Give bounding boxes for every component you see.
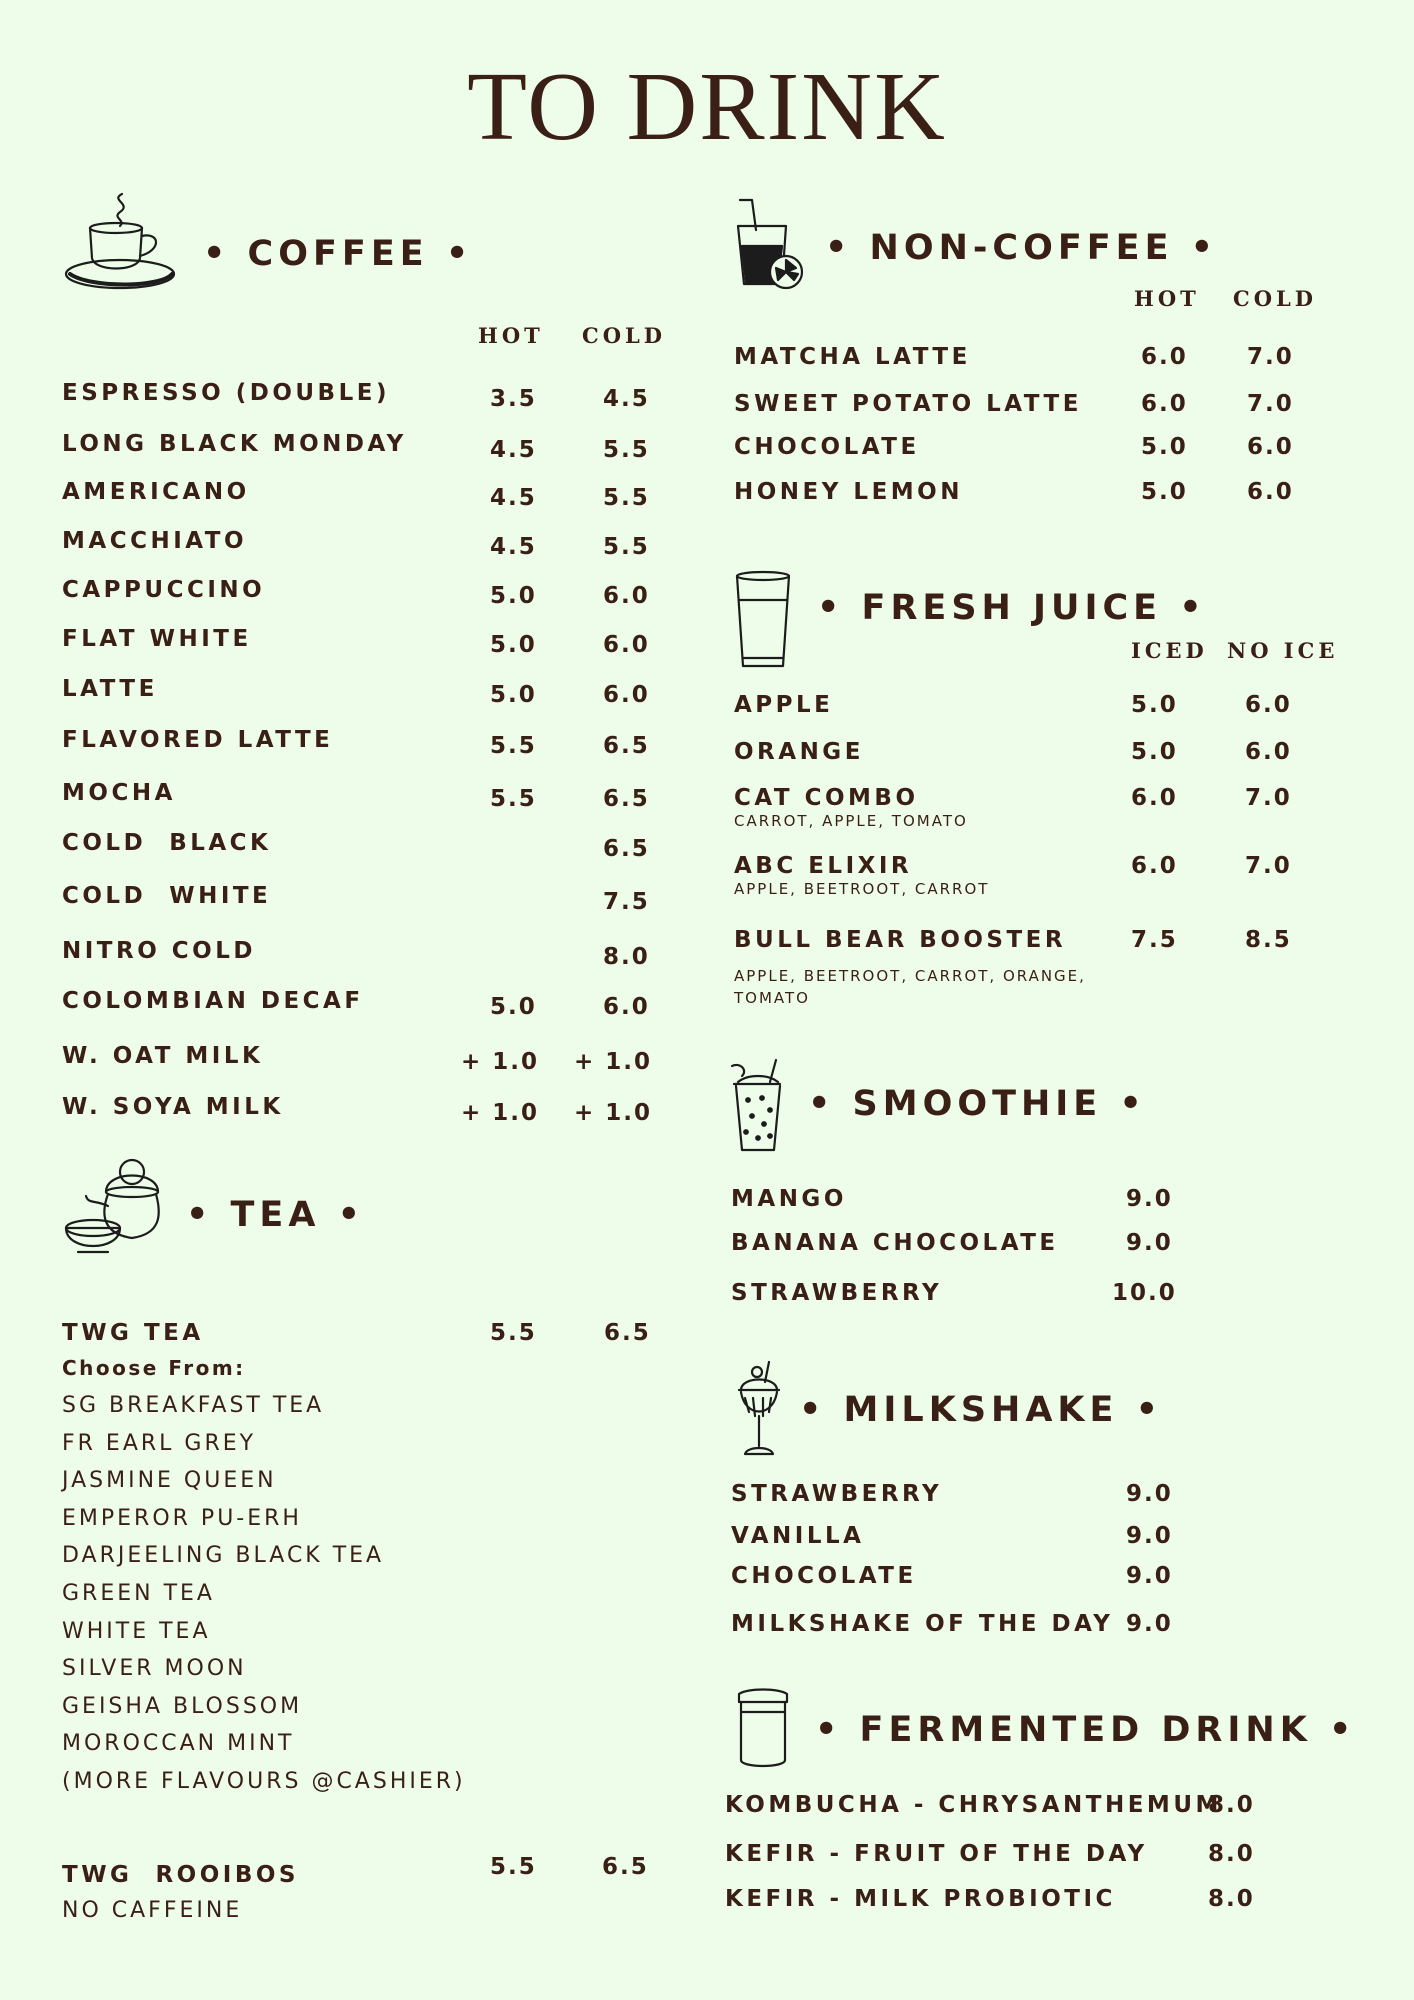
coffee-item-hot-price: 4.5 [490,485,537,511]
juice-item-iced-price: 5.0 [1131,739,1178,765]
coffee-item-name: NITRO COLD [62,938,256,964]
fermented-section-title: • FERMENTED DRINK • [815,1710,1357,1750]
coffee-item-hot-price: 5.5 [490,786,537,812]
coffee-item-cold-price: 6.5 [603,733,650,759]
coffee-item-name: AMERICANO [62,479,250,505]
milkshake-item-price: 9.0 [1126,1563,1173,1589]
juice-col-no-ice: NO ICE [1227,638,1339,663]
coffee-item-name: FLAVORED LATTE [62,727,334,753]
fermented-item-price: 8.0 [1208,1841,1255,1867]
smoothie-item-price: 10.0 [1112,1280,1177,1306]
non-coffee-item-hot-price: 5.0 [1141,479,1188,505]
juice-item-no-ice-price: 7.0 [1245,853,1292,879]
milkshake-section-title: • MILKSHAKE • [799,1390,1164,1430]
coffee-item-name: MOCHA [62,780,176,806]
rooibos-hot-price: 5.5 [490,1854,537,1880]
coffee-item-cold-price: 8.0 [603,944,650,970]
tea-flavour-item: (MORE FLAVOURS @CASHIER) [62,1769,466,1794]
tea-flavour-item: GEISHA BLOSSOM [62,1693,303,1719]
non-coffee-item-hot-price: 5.0 [1141,434,1188,460]
milkshake-item-name: VANILLA [731,1523,865,1549]
tea-choose-from-label: Choose From: [62,1356,246,1380]
tea-flavour-item: DARJEELING BLACK TEA [62,1543,385,1569]
rooibos-name: TWG ROOIBOS [62,1862,299,1888]
juice-item-ingredients: APPLE, BEETROOT, CARROT [734,880,990,898]
rooibos-cold-price: 6.5 [602,1854,649,1880]
juice-item-name: ABC ELIXIR [734,853,913,879]
juice-item-iced-price: 6.0 [1131,853,1178,879]
fermented-item-name: KEFIR - FRUIT OF THE DAY [725,1841,1148,1867]
coffee-item-name: LATTE [62,676,158,702]
juice-item-name: APPLE [734,692,834,718]
coffee-item-cold-price: 5.5 [603,485,650,511]
soda-glass-icon [736,196,806,292]
coffee-item-name: MACCHIATO [62,528,248,554]
juice-item-ingredients: CARROT, APPLE, TOMATO [734,812,968,830]
smoothie-section-title: • SMOOTHIE • [808,1084,1147,1124]
coffee-item-cold-price: 6.0 [603,994,650,1020]
coffee-item-hot-price: 4.5 [490,437,537,463]
tea-item-name: TWG TEA [62,1320,204,1346]
coffee-item-cold-price: 6.5 [603,786,650,812]
smoothie-glass-icon [724,1058,794,1156]
juice-item-no-ice-price: 6.0 [1245,692,1292,718]
non-coffee-item-name: HONEY LEMON [734,479,963,505]
fermented-item-name: KEFIR - MILK PROBIOTIC [725,1886,1116,1912]
coffee-item-hot-price: + 1.0 [461,1049,540,1075]
coffee-item-cold-price: 5.5 [603,437,650,463]
juice-item-iced-price: 7.5 [1131,927,1178,953]
tea-flavour-item: WHITE TEA [62,1618,211,1644]
teapot-icon [62,1156,172,1266]
coffee-item-hot-price: 5.0 [490,994,537,1020]
tea-flavour-item: SILVER MOON [62,1656,247,1682]
non-coffee-item-cold-price: 7.0 [1247,391,1294,417]
coffee-section-title: • COFFEE • [203,234,474,274]
tea-section-title: • TEA • [186,1195,365,1235]
coffee-item-hot-price: 5.0 [490,682,537,708]
coffee-item-hot-price: 3.5 [490,386,537,412]
juice-item-name: ORANGE [734,739,864,765]
tea-flavour-item: JASMINE QUEEN [62,1468,277,1494]
page-title: TO DRINK [467,53,947,161]
milkshake-item-name: MILKSHAKE OF THE DAY [731,1611,1114,1637]
milkshake-item-price: 9.0 [1126,1611,1173,1637]
coffee-item-name: FLAT WHITE [62,626,252,652]
non-coffee-item-name: MATCHA LATTE [734,344,971,370]
tea-flavour-item: EMPEROR PU-ERH [62,1505,302,1531]
smoothie-item-price: 9.0 [1126,1186,1173,1212]
milkshake-item-price: 9.0 [1126,1481,1173,1507]
fermented-item-name: KOMBUCHA - CHRYSANTHEMUM [725,1792,1222,1818]
tea-flavour-item: MOROCCAN MINT [62,1731,295,1757]
non-coffee-item-cold-price: 6.0 [1247,434,1294,460]
coffee-item-hot-price: 5.0 [490,583,537,609]
juice-item-no-ice-price: 8.5 [1245,927,1292,953]
smoothie-item-price: 9.0 [1126,1230,1173,1256]
jar-icon [733,1688,793,1770]
milkshake-item-name: STRAWBERRY [731,1481,943,1507]
juice-item-no-ice-price: 6.0 [1245,739,1292,765]
tea-item-cold-price: 6.5 [604,1320,651,1346]
tea-flavour-item: FR EARL GREY [62,1430,257,1456]
coffee-cup-icon [60,188,195,298]
juice-col-iced: ICED [1131,638,1208,663]
non-coffee-col-hot: HOT [1134,286,1200,311]
milkshake-item-price: 9.0 [1126,1523,1173,1549]
coffee-item-name: LONG BLACK MONDAY [62,431,407,457]
smoothie-item-name: STRAWBERRY [731,1280,943,1306]
tea-item-hot-price: 5.5 [490,1320,537,1346]
non-coffee-item-hot-price: 6.0 [1141,344,1188,370]
tea-flavour-item: GREEN TEA [62,1581,215,1606]
coffee-item-name: W. SOYA MILK [62,1094,284,1120]
coffee-item-cold-price: + 1.0 [574,1100,653,1126]
milkshake-glass-icon [735,1360,785,1462]
non-coffee-item-hot-price: 6.0 [1141,391,1188,417]
coffee-item-hot-price: 5.0 [490,632,537,658]
coffee-item-cold-price: 4.5 [603,386,650,412]
coffee-item-cold-price: 6.0 [603,682,650,708]
coffee-item-name: COLD BLACK [62,830,272,856]
coffee-item-cold-price: 6.0 [603,632,650,658]
coffee-item-name: ESPRESSO (DOUBLE) [62,380,390,406]
non-coffee-item-name: CHOCOLATE [734,434,920,460]
smoothie-item-name: MANGO [731,1186,847,1212]
coffee-col-cold: COLD [582,323,666,348]
non-coffee-item-cold-price: 6.0 [1247,479,1294,505]
juice-item-name: BULL BEAR BOOSTER [734,927,1067,953]
fermented-item-price: 8.0 [1208,1886,1255,1912]
coffee-item-cold-price: 6.0 [603,583,650,609]
fresh-juice-section-title: • FRESH JUICE • [817,588,1207,628]
juice-item-no-ice-price: 7.0 [1245,785,1292,811]
juice-glass-icon [733,570,793,672]
non-coffee-item-name: SWEET POTATO LATTE [734,391,1082,417]
coffee-item-cold-price: 7.5 [603,889,650,915]
coffee-item-cold-price: + 1.0 [574,1049,653,1075]
non-coffee-item-cold-price: 7.0 [1247,344,1294,370]
coffee-col-hot: HOT [478,323,544,348]
non-coffee-section-title: • NON-COFFEE • [825,228,1219,268]
coffee-item-name: COLD WHITE [62,883,272,909]
fermented-item-price: 8.0 [1208,1792,1255,1818]
coffee-item-name: CAPPUCCINO [62,577,266,603]
coffee-item-hot-price: 4.5 [490,534,537,560]
coffee-item-hot-price: 5.5 [490,733,537,759]
coffee-item-name: COLOMBIAN DECAF [62,988,364,1014]
coffee-item-hot-price: + 1.0 [461,1100,540,1126]
coffee-item-cold-price: 5.5 [603,534,650,560]
non-coffee-col-cold: COLD [1233,286,1317,311]
smoothie-item-name: BANANA CHOCOLATE [731,1230,1059,1256]
juice-item-ingredients: APPLE, BEETROOT, CARROT, ORANGE, [734,967,1086,985]
coffee-item-cold-price: 6.5 [603,836,650,862]
juice-item-iced-price: 5.0 [1131,692,1178,718]
juice-item-name: CAT COMBO [734,785,919,811]
juice-item-ingredients: TOMATO [734,989,810,1007]
coffee-item-name: W. OAT MILK [62,1043,264,1069]
tea-flavour-item: SG BREAKFAST TEA [62,1393,325,1418]
rooibos-note: NO CAFFEINE [62,1898,243,1923]
milkshake-item-name: CHOCOLATE [731,1563,917,1589]
juice-item-iced-price: 6.0 [1131,785,1178,811]
